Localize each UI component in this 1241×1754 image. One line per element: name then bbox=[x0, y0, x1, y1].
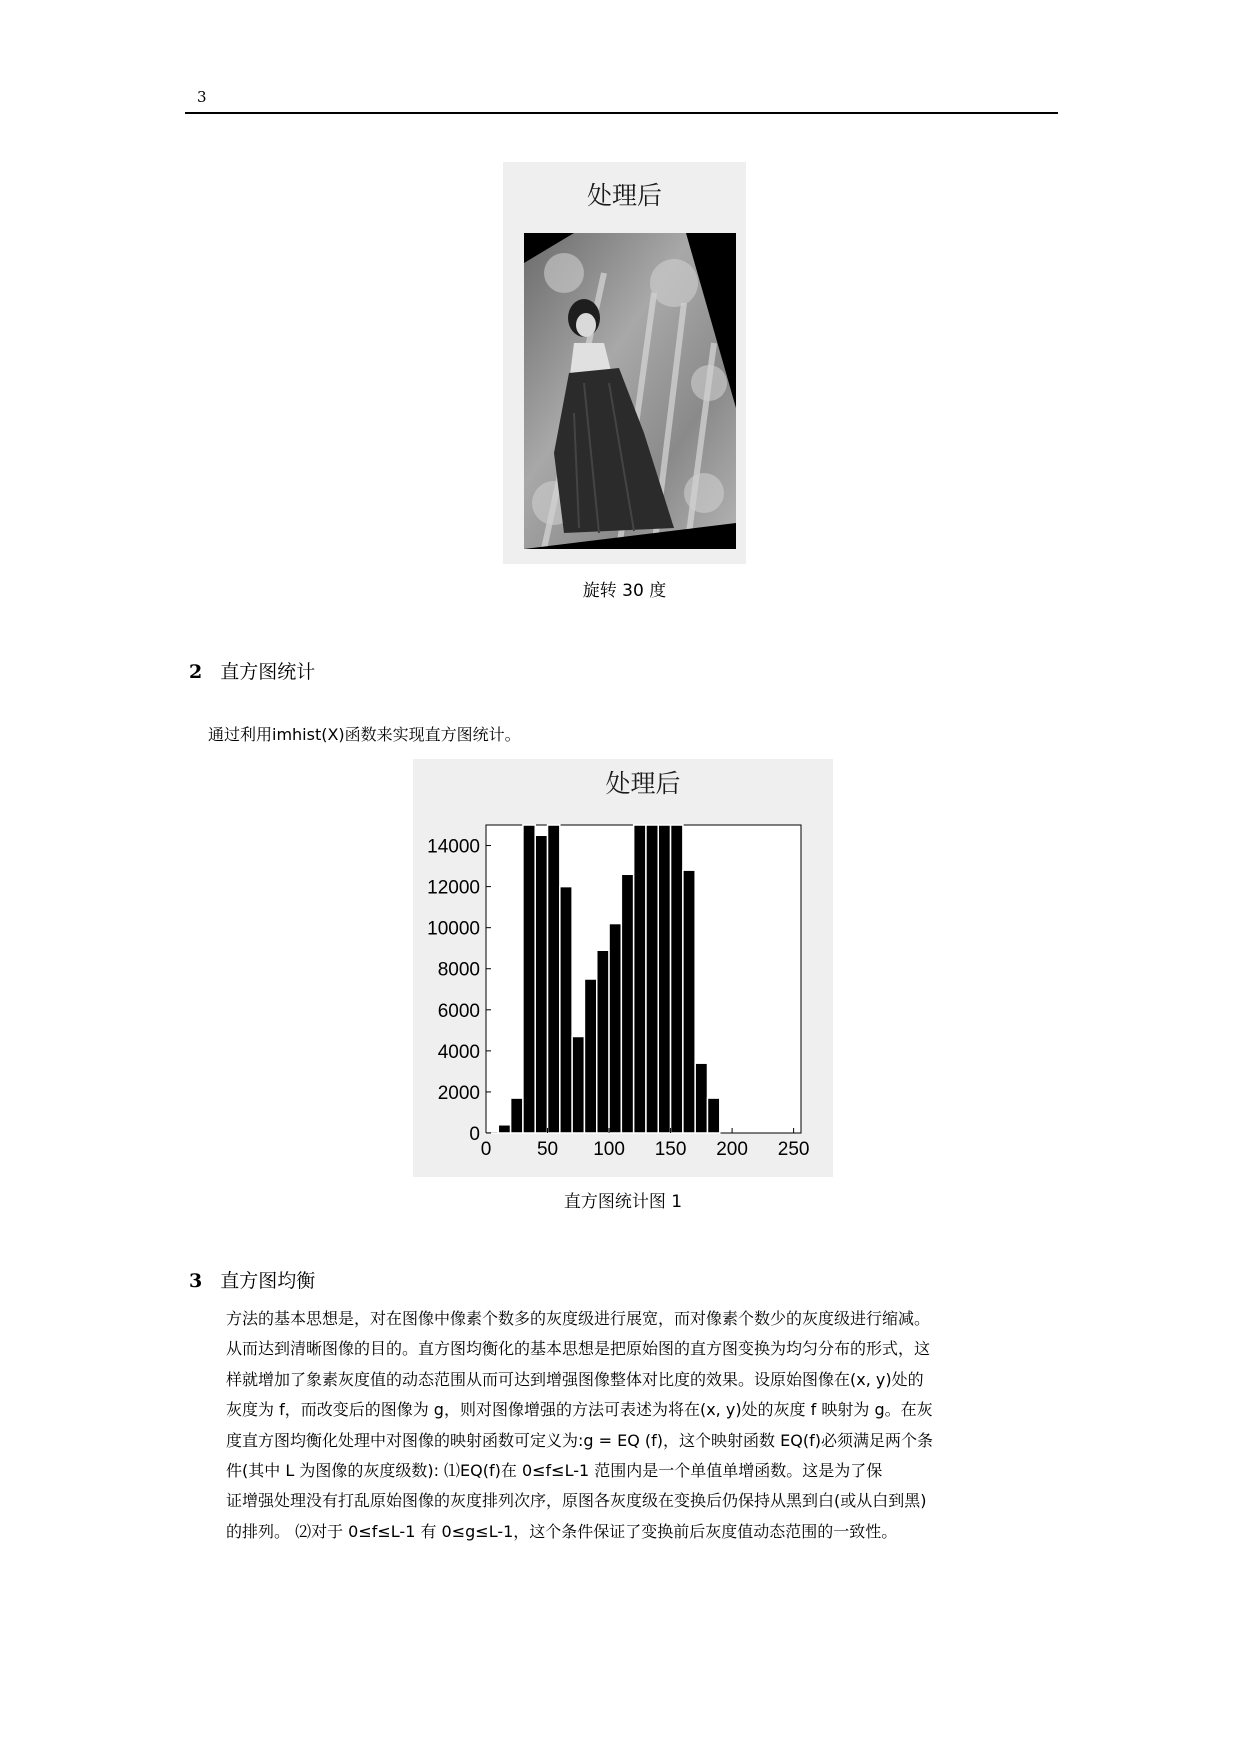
body-line: 度直方图均衡化处理中对图像的映射函数可定义为:g = EQ (f)，这个映射函数 EQ(f)必须满足两个条 bbox=[226, 1430, 933, 1450]
body-line: 的排列。 ⑵对于 0≤f≤L-1 有 0≤g≤L-1，这个条件保证了变换前后灰度值动态范围的一致性。 bbox=[226, 1521, 898, 1541]
figure1-caption: 旋转 30 度 bbox=[582, 581, 667, 601]
y-axis-ticks bbox=[427, 837, 491, 1145]
histogram-bar bbox=[498, 1125, 510, 1133]
histogram-bar bbox=[707, 1098, 719, 1133]
body-line: 从而达到清晰图像的目的。直方图均衡化的基本思想是把原始图的直方图变换为均匀分布的形式，这 bbox=[226, 1339, 931, 1359]
section3-title: 直方图均衡 bbox=[220, 1270, 316, 1292]
histogram-bar bbox=[695, 1063, 707, 1133]
x-tick-label: 0 bbox=[480, 1139, 492, 1160]
y-tick-label: 2000 bbox=[437, 1082, 480, 1104]
section3-heading bbox=[189, 1266, 315, 1293]
histogram-bar bbox=[511, 1098, 523, 1133]
histogram-bar bbox=[658, 825, 670, 1133]
section3-body bbox=[226, 1304, 1066, 1547]
section2-number: 2 bbox=[189, 661, 203, 683]
figure-title: 处理后 bbox=[586, 181, 662, 210]
body-line: 样就增加了象素灰度值的动态范围从而可达到增强图像整体对比度的效果。设原始图像在(x, y)处的 bbox=[226, 1369, 924, 1389]
y-tick-label: 10000 bbox=[427, 918, 480, 940]
section3-number: 3 bbox=[189, 1270, 203, 1292]
x-tick-label: 150 bbox=[654, 1139, 687, 1160]
histogram-chart bbox=[413, 759, 833, 1177]
chart-title: 处理后 bbox=[605, 769, 681, 798]
y-tick-label: 14000 bbox=[427, 836, 480, 858]
body-line: 证增强处理没有打乱原始图像的灰度排列次序，原图各灰度级在变换后仍保持从黑到白(或从白到黑) bbox=[226, 1491, 927, 1511]
histogram-bar bbox=[634, 825, 646, 1133]
rotated-photo-graphic bbox=[524, 233, 736, 549]
histogram-bar bbox=[671, 825, 683, 1133]
figure2-caption: 直方图统计图 1 bbox=[563, 1192, 683, 1212]
x-tick-label: 100 bbox=[593, 1139, 625, 1160]
histogram-bar bbox=[584, 979, 596, 1133]
rotated-photo bbox=[524, 233, 736, 549]
histogram-bar bbox=[548, 825, 560, 1133]
rotated-image-figure bbox=[503, 162, 746, 564]
page-number: 3 bbox=[197, 88, 207, 106]
x-tick-label: 200 bbox=[716, 1139, 748, 1160]
section2-intro: 通过利用imhist(X)函数来实现直方图统计。 bbox=[208, 725, 521, 744]
header-rule bbox=[185, 112, 1058, 114]
histogram-bar bbox=[560, 887, 572, 1133]
y-tick-label: 6000 bbox=[437, 1000, 480, 1022]
y-tick-label: 4000 bbox=[437, 1041, 480, 1063]
histogram-bar bbox=[523, 825, 535, 1133]
histogram-bar bbox=[609, 924, 621, 1133]
y-tick-label: 0 bbox=[469, 1124, 480, 1145]
x-tick-label: 50 bbox=[536, 1139, 559, 1160]
section2-heading bbox=[189, 657, 315, 684]
x-tick-label: 250 bbox=[777, 1139, 810, 1160]
body-line: 方法的基本思想是，对在图像中像素个数多的灰度级进行展宽，而对像素个数少的灰度级进行缩减。 bbox=[226, 1309, 931, 1328]
section2-title: 直方图统计 bbox=[220, 661, 316, 683]
histogram-figure bbox=[413, 759, 833, 1177]
y-tick-label: 12000 bbox=[427, 877, 480, 899]
histogram-bar bbox=[572, 1036, 584, 1133]
y-tick-label: 8000 bbox=[437, 959, 480, 981]
histogram-bar bbox=[646, 825, 658, 1133]
histogram-bar bbox=[683, 870, 695, 1133]
body-line: 件(其中 L 为图像的灰度级数): ⑴EQ(f)在 0≤f≤L-1 范围内是一个单值单增函数。这是为了保 bbox=[226, 1461, 883, 1481]
histogram-bar bbox=[535, 835, 547, 1133]
histogram-bar bbox=[621, 874, 633, 1133]
histogram-bar bbox=[597, 950, 609, 1133]
body-line: 灰度为 f，而改变后的图像为 g，则对图像增强的方法可表述为将在(x, y)处的灰度 f 映射为 g。在灰 bbox=[226, 1400, 933, 1420]
